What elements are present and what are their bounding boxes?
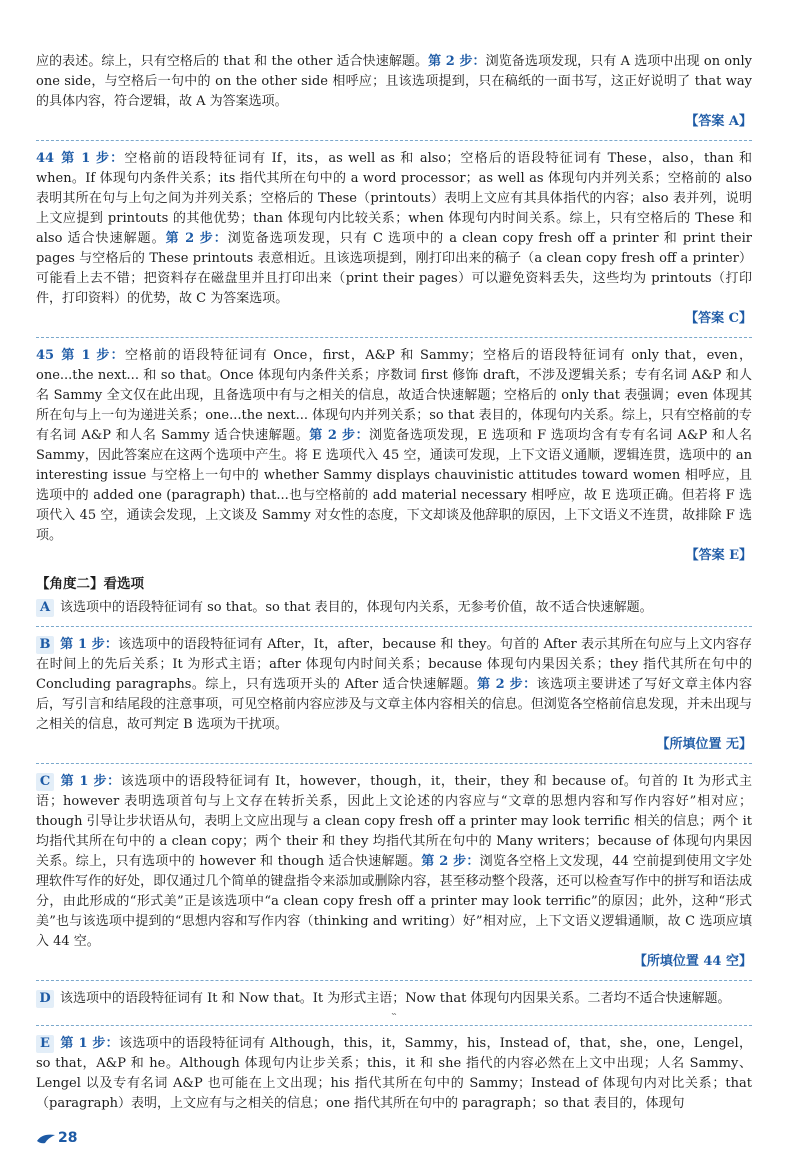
step-1-text: 该选项中的语段特征词有 After，It，after，because 和 they。句首的 After 表示其所在句应与上文内容存在时间上的先后关系；It 为形式主语；after 体现句内时间关系；because 体现句内果因关系；they 指代其所在句中的 Concluding paragraphs。综上，只有选项开头的 After 适合快速解题。 xyxy=(36,637,752,692)
option-c-block xyxy=(36,772,752,972)
option-d-block xyxy=(36,989,752,1009)
option-b-paragraph xyxy=(36,635,752,735)
question-44-paragraph xyxy=(36,149,752,309)
option-d-text: 该选项中的语段特征词有 It 和 Now that。It 为形式主语；Now that 体现句内因果关系。二者均不适合快速解题。 xyxy=(60,991,731,1006)
section-title: 【角度二】看选项 xyxy=(36,576,144,592)
separator xyxy=(36,626,752,627)
option-a-block xyxy=(36,598,752,618)
option-badge-b: B xyxy=(36,636,54,654)
page-number: 28 xyxy=(58,1130,78,1146)
question-number: 44 xyxy=(36,151,55,166)
answer-label: 【所填位置 44 空】 xyxy=(633,954,752,969)
separator xyxy=(36,337,752,338)
question-45-block xyxy=(36,346,752,566)
step-1-text: 空格前的语段特征词有 Once，first，A&P 和 Sammy；空格后的语段特征词有 only that，even，one...the next... 和 so that。Once 体现句内条件关系；序数词 first 修饰 draft，不涉及逻辑关系；专有名词 A&P 和人名 Sammy 全文仅在此出现，且备选项中有与之相关的信息，故适合快速解题；空格后的 only that 表强调；even 体现其所在句与上一句为递进关系；one...the next... 体现句内并列关系；so that 表目的，体现句内关系。综上，只有空格前的专有名词 A&P 和人名 Sammy 适合快速解题。 xyxy=(36,348,752,443)
step-2-label: 第 2 步： xyxy=(421,854,480,869)
step-1-label: 第 1 步： xyxy=(60,774,121,789)
option-badge-a: A xyxy=(36,599,54,617)
option-badge-e: E xyxy=(36,1035,54,1053)
option-d-paragraph xyxy=(36,989,752,1009)
stray-mark: ˵ xyxy=(392,1006,396,1019)
option-a-paragraph xyxy=(36,598,752,618)
page-footer xyxy=(36,1130,77,1146)
step-1-label: 第 1 步： xyxy=(60,637,119,652)
intro-paragraph xyxy=(36,52,752,112)
separator xyxy=(36,1025,752,1026)
step-1-text: 该选项中的语段特征词有 It，however，though，it，their，they 和 because of。句首的 It 为形式主语；however 表明选项首句与上文存在转折关系，因此上文论述的内容应与“文章的思想内容和写作内容好”相对应；though 引导让步状语从句，表明上文应出现与 a clean copy fresh off a printer may look terrific 相关的信息；两个 it 均指代其所在句中的 a clean copy；两个 their 和 they 均指代其所在句中的 Many writers；because of 体现句内果因关系。综上，只有选项中的 however 和 though 适合快速解题。 xyxy=(36,774,752,869)
step-1-text: 该选项中的语段特征词有 Although，this，it，Sammy，his，Instead of，that，she，one，Lengel，so that，A&P 和 he。Although 体现句内让步关系；this，it 和 she 指代的内容必然在上文中出现；人名 Sammy、Lengel 以及专有名词 A&P 也可能在上文出现；his 指代其所在句中的 Sammy；Instead of 体现句内对比关系；that（paragraph）表明，上文应有与之相关的信息；one 指代其所在句中的 paragraph；so that 表目的，体现句 xyxy=(36,1036,752,1111)
step-2-label: 第 2 步： xyxy=(309,428,370,443)
answer-label: 【答案 A】 xyxy=(685,114,752,129)
option-a-text: 该选项中的语段特征词有 so that。so that 表目的，体现句内关系，无参考价值，故不适合快速解题。 xyxy=(60,600,653,615)
option-b-block xyxy=(36,635,752,755)
step-2-text: 浏览备选项发现，只有 C 选项中的 a clean copy fresh off a printer 和 print their pages 与空格后的 These printouts 表意相近。且该选项提到，刚打印出来的稿子（a clean copy fresh off a printer）可能看上去不错；把资料存在磁盘里并且打印出来（print their pages）可以避免资料丢失，这些均为 printouts（打印件，打印资料）的优势，故 C 为答案选项。 xyxy=(36,231,752,306)
step-2-label: 第 2 步： xyxy=(165,231,228,246)
intro-text-2: 浏览备选项发现，只有 A 选项中出现 on only one side，与空格后一句中的 on the other side 相呼应；且该选项提到，只在稿纸的一面书写，这正好说明了 that way 的具体内容，符合逻辑，故 A 为答案选项。 xyxy=(36,54,752,109)
intro-block xyxy=(36,52,752,132)
step-1-label: 第 1 步： xyxy=(60,1036,119,1051)
intro-text-1: 应的表述。综上，只有空格后的 that 和 the other 适合快速解题。 xyxy=(36,54,429,69)
answer-label: 【所填位置 无】 xyxy=(656,737,752,752)
step-1-text: 空格前的语段特征词有 If，its，as well as 和 also；空格后的语段特征词有 These，also，than 和 when。If 体现句内条件关系；its 指代其所在句中的 a word processor；as well as 体现句内并列关系；空格前的 also 表明其所在句与上句之间为并列关系；空格后的 These（printouts）表明上文应有其具体指代的内容；also 表并列，说明上文应提到 printouts 的其他优势；than 体现句内比较关系；when 体现句内时间关系。综上，只有空格后的 These 和 also 适合快速解题。 xyxy=(36,151,752,246)
step-2-label: 第 2 步： xyxy=(428,54,486,69)
question-number: 45 xyxy=(36,348,55,363)
option-e-block xyxy=(36,1034,752,1114)
step-2-text: 浏览各空格上文发现，44 空前提到使用文字处理软件写作的好处，即仅通过几个简单的键盘指令来添加或删除内容，甚至移动整个段落，还可以检查写作中的拼写和语法成分，由此形成的“形式美”正是该选项中“a clean copy fresh off a printer may look terrific”的原因；此外，这种“形式美”也与该选项中提到的“思想内容和写作内容（thinking and writing）好”相对应，上下文语义逻辑通顺，故 C 选项应填入 44 空。 xyxy=(36,854,752,949)
answer-label: 【答案 E】 xyxy=(685,548,752,563)
option-e-paragraph xyxy=(36,1034,752,1114)
step-2-label: 第 2 步： xyxy=(477,677,537,692)
step-2-text: 浏览备选项发现，E 选项和 F 选项均含有专有名词 A&P 和人名 Sammy，因此答案应在这两个选项中产生。将 E 选项代入 45 空，通读可发现，上下文语义通顺，逻辑连贯，选项中的 an interesting issue 与空格上一句中的 whether Sammy displays chauvinistic attitudes toward women 相呼应，且选项中的 added one (paragraph) that...也与空格前的 add material necessary 相呼应，故 E 选项正确。但若将 F 选项代入 45 空，通读会发现，上文谈及 Sammy 对女性的态度，下文却谈及他辞职的原因，上下文语义不连贯，故排除 F 选项。 xyxy=(36,428,752,543)
step-1-label: 第 1 步： xyxy=(60,151,125,166)
step-1-label: 第 1 步： xyxy=(60,348,125,363)
separator xyxy=(36,140,752,141)
question-44-block xyxy=(36,149,752,329)
option-badge-d: D xyxy=(36,990,54,1008)
option-badge-c: C xyxy=(36,773,54,791)
option-c-paragraph xyxy=(36,772,752,952)
separator xyxy=(36,980,752,981)
question-45-paragraph xyxy=(36,346,752,546)
answer-label: 【答案 C】 xyxy=(685,311,752,326)
step-2-text: 该选项主要讲述了写好文章主体内容后，写引言和结尾段的注意事项，可见空格前内容应涉及与文章主体内容相关的信息。但浏览各空格前信息发现，并未出现与之相关的信息，故可判定 B 选项为干扰项。 xyxy=(36,677,752,732)
separator xyxy=(36,763,752,764)
page-marker-icon xyxy=(36,1131,56,1145)
